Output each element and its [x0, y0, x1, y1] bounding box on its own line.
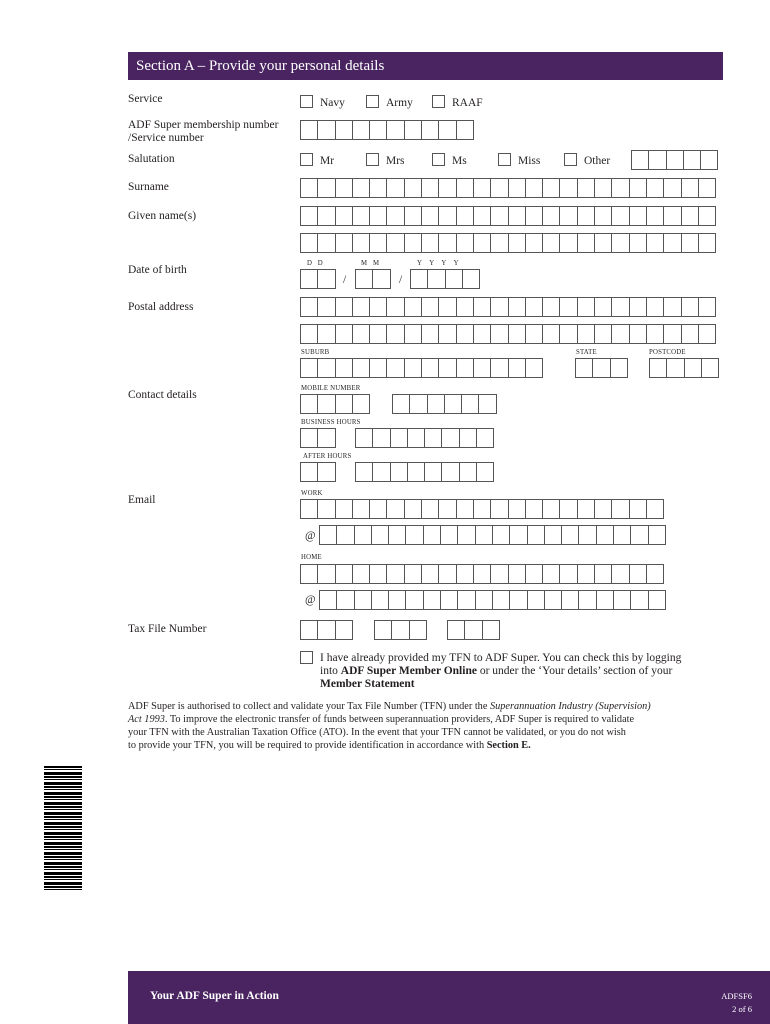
tfn-provided-line3: [320, 678, 730, 691]
postal-address-boxes-row2[interactable]: [300, 324, 715, 344]
home-email-hint: HOME: [301, 554, 322, 561]
ms-checkbox[interactable]: [432, 153, 445, 166]
state-boxes[interactable]: [575, 358, 627, 378]
form-code: ADFSF6: [721, 991, 752, 1001]
dob-day-hint: D D: [307, 260, 323, 267]
member-online-link-text: ADF Super Member Online: [340, 665, 477, 677]
para-line2-text: . To improve the electronic transfer of funds between superannuation providers, ADF Super is required to validate: [164, 714, 635, 725]
raaf-option-label: RAAF: [452, 97, 483, 109]
dob-separator-2: /: [399, 274, 403, 286]
footer-title: Your ADF Super in Action: [150, 990, 279, 1002]
navy-checkbox[interactable]: [300, 95, 313, 108]
dob-month-hint: M M: [361, 260, 380, 267]
miss-checkbox[interactable]: [498, 153, 511, 166]
tfn-boxes-group1[interactable]: [300, 620, 352, 640]
section-title: Section A – Provide your personal details: [136, 58, 385, 74]
mobile-prefix-boxes[interactable]: [300, 394, 369, 414]
dob-day-boxes[interactable]: [300, 269, 335, 289]
para-line1-text: ADF Super is authorised to collect and validate your Tax File Number (TFN) under the: [128, 701, 490, 712]
mr-checkbox[interactable]: [300, 153, 313, 166]
tfn-disclosure-paragraph: [128, 700, 728, 752]
postcode-boxes[interactable]: [649, 358, 718, 378]
tfn-line2-post: or under the ‘Your details’ section of your: [476, 665, 673, 677]
surname-label: Surname: [128, 181, 169, 193]
given-names-label: Given name(s): [128, 210, 197, 222]
dob-label: Date of birth: [128, 264, 187, 276]
mr-option-label: Mr: [320, 155, 335, 167]
after-hours-hint: AFTER HOURS: [303, 453, 352, 460]
para-line3: your TFN with the Australian Taxation Office (ATO). In the event that your TFN cannot be validated, or you do not wish: [128, 727, 626, 738]
navy-option-label: Navy: [320, 97, 345, 109]
section-a-header: [128, 52, 723, 80]
work-email-boxes-row1[interactable]: [300, 499, 663, 519]
act-name-italic: Superannuation Industry (Supervision): [489, 701, 651, 712]
footer-bar: [128, 971, 770, 1024]
email-label: Email: [128, 494, 156, 506]
dob-separator-1: /: [343, 274, 347, 286]
section-e-ref: Section E.: [486, 740, 531, 751]
given-names-boxes-row2[interactable]: [300, 233, 715, 253]
after-hours-area-boxes[interactable]: [300, 462, 335, 482]
work-email-hint: WORK: [301, 490, 323, 497]
miss-option-label: Miss: [518, 155, 541, 167]
other-checkbox[interactable]: [564, 153, 577, 166]
business-area-boxes[interactable]: [300, 428, 335, 448]
dob-month-boxes[interactable]: [355, 269, 390, 289]
other-salutation-boxes[interactable]: [631, 150, 717, 170]
dob-year-boxes[interactable]: [410, 269, 479, 289]
member-statement-text: Member Statement: [320, 678, 415, 690]
ms-option-label: Ms: [452, 155, 467, 167]
postal-address-label: Postal address: [128, 301, 194, 313]
mrs-checkbox[interactable]: [366, 153, 379, 166]
tfn-provided-checkbox[interactable]: [300, 651, 313, 664]
mobile-number-boxes[interactable]: [392, 394, 496, 414]
tfn-label: Tax File Number: [128, 623, 207, 635]
suburb-hint: SUBURB: [301, 349, 330, 356]
postcode-hint: POSTCODE: [649, 349, 686, 356]
para-line4: [128, 739, 728, 752]
barcode-image: [44, 766, 82, 890]
tfn-line2-pre: into: [320, 665, 341, 677]
act-year-italic: Act 1993: [128, 714, 165, 725]
home-email-at-sign: @: [305, 594, 316, 606]
state-hint: STATE: [576, 349, 597, 356]
tfn-provided-line2: [320, 665, 730, 678]
after-hours-number-boxes[interactable]: [355, 462, 493, 482]
dob-year-hint: Y Y Y Y: [417, 260, 459, 267]
home-email-boxes-row1[interactable]: [300, 564, 663, 584]
membership-label-line2: /Service number: [128, 132, 204, 144]
business-number-boxes[interactable]: [355, 428, 493, 448]
home-email-domain-boxes[interactable]: [319, 590, 665, 610]
work-email-domain-boxes[interactable]: [319, 525, 665, 545]
surname-boxes[interactable]: [300, 178, 715, 198]
mobile-number-hint: MOBILE NUMBER: [301, 385, 361, 392]
suburb-boxes[interactable]: [300, 358, 542, 378]
other-option-label: Other: [584, 155, 611, 167]
mrs-option-label: Mrs: [386, 155, 405, 167]
army-option-label: Army: [386, 97, 413, 109]
tfn-provided-line1: I have already provided my TFN to ADF Super. You can check this by logging: [320, 652, 682, 664]
salutation-label: Salutation: [128, 153, 175, 165]
para-line1: [128, 700, 728, 713]
postal-address-boxes-row1[interactable]: [300, 297, 715, 317]
page-number: 2 of 6: [732, 1004, 752, 1014]
membership-number-boxes[interactable]: [300, 120, 473, 140]
tfn-boxes-group3[interactable]: [447, 620, 499, 640]
work-email-at-sign: @: [305, 530, 316, 542]
para-line4-text: to provide your TFN, you will be required to provide identification in accordance with: [128, 740, 487, 751]
service-label: Service: [128, 93, 163, 105]
membership-label-line1: ADF Super membership number: [128, 119, 279, 131]
army-checkbox[interactable]: [366, 95, 379, 108]
tfn-provided-text: [320, 652, 730, 691]
tfn-boxes-group2[interactable]: [374, 620, 426, 640]
given-names-boxes-row1[interactable]: [300, 206, 715, 226]
raaf-checkbox[interactable]: [432, 95, 445, 108]
para-line2: [128, 713, 728, 726]
business-hours-hint: BUSINESS HOURS: [301, 419, 361, 426]
contact-details-label: Contact details: [128, 389, 197, 401]
